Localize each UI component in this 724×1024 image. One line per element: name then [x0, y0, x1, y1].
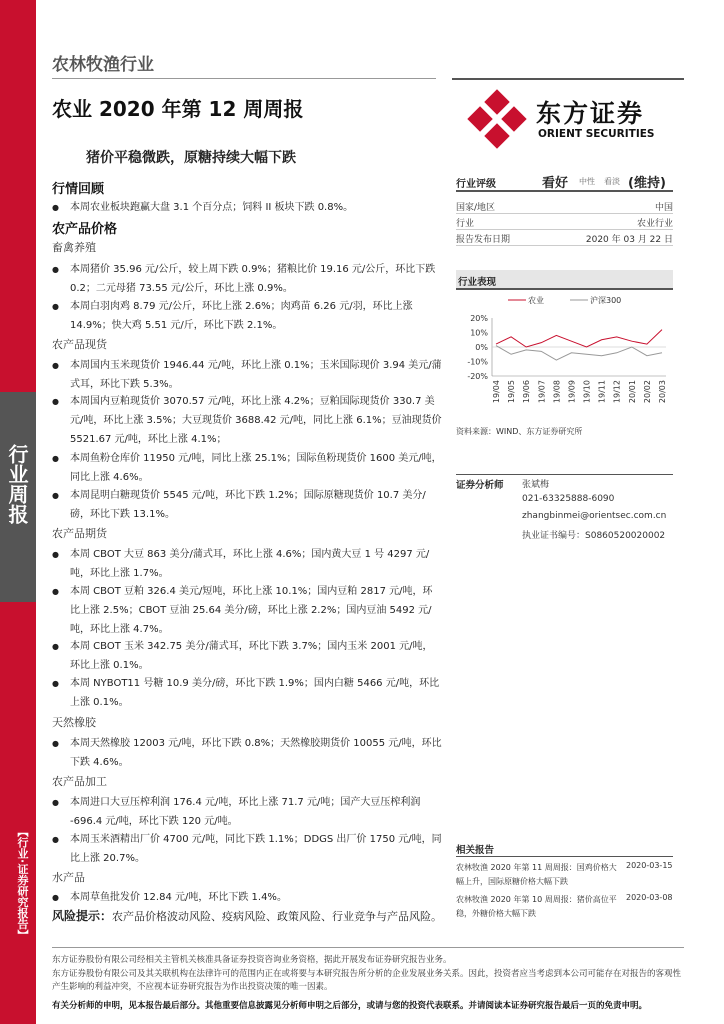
chart-title-bar [456, 270, 673, 290]
report-subtitle: 猪价平稳微跌，原糖持续大幅下跌 [86, 150, 296, 166]
x-tick-label: 19/07 [537, 380, 547, 404]
x-tick-label: 20/02 [642, 380, 652, 404]
logo-en: ORIENT SECURITIES [538, 128, 655, 140]
list-item: ● 本周 CBOT 大豆 863 美分/蒲式耳，环比上涨 4.6%；国内黄大豆 1 号 4297 元/吨，环比上涨 1.7%。 [50, 545, 442, 583]
y-tick-label: 20% [470, 314, 488, 323]
sector-label: 农林牧渔行业 [52, 55, 154, 75]
company-logo [466, 88, 528, 150]
list-item: ● 本周白羽肉鸡 8.79 元/公斤，环比上涨 2.6%；肉鸡苗 6.26 元/羽，环比上涨 14.9%；快大鸡 5.51 元/斤，环比下跌 2.1%。 [50, 297, 442, 335]
rubber-heading: 天然橡胶 [52, 716, 96, 729]
list-item: ● 本周猪价 35.96 元/公斤，较上周下跌 0.9%；猪粮比价 19.16 元/公斤，环比下跌 0.2；二元母猪 73.55 元/公斤，环比上涨 0.9%。 [50, 260, 442, 298]
info-key: 报告发布日期 [456, 235, 511, 245]
related-item-title[interactable]: 农林牧渔 2020 年第 10 周周报：猪价高位平稳，外糖价格大幅下跌 [456, 895, 617, 918]
info-key: 国家/地区 [456, 203, 496, 213]
list-item: ● 本周天然橡胶 12003 元/吨，环比下跌 0.8%；天然橡胶期货价 10055 元/吨，环比下跌 4.6%。 [50, 734, 442, 772]
analyst-label: 证券分析师 [456, 480, 504, 491]
rating-row [456, 170, 673, 192]
x-tick-label: 19/12 [612, 380, 622, 404]
analyst-email[interactable]: zhangbinmei@orientsec.com.cn [522, 511, 667, 521]
x-tick-label: 20/03 [658, 380, 667, 404]
list-item: ● 本周玉米酒精出厂价 4700 元/吨，同比下跌 1.1%；DDGS 出厂价 1750 元/吨，同比上涨 20.7%。 [50, 830, 442, 868]
list-item: ● 本周 NYBOT11 号糖 10.9 美分/磅，环比下跌 1.9%；国内白糖 5466 元/吨，环比上涨 0.1%。 [50, 674, 442, 712]
related-item-date: 2020-03-15 [626, 861, 673, 870]
price-heading: 农产品价格 [52, 222, 118, 237]
x-tick-label: 19/05 [507, 380, 517, 404]
x-tick-label: 19/06 [522, 380, 532, 404]
analyst-license: 执业证书编号：S0860520020002 [522, 531, 666, 541]
logo-mark-icon [466, 88, 528, 150]
info-row [456, 214, 673, 230]
info-value: 2020 年 03 月 22 日 [585, 235, 673, 245]
performance-chart [456, 292, 673, 432]
info-row [456, 198, 673, 214]
info-row [456, 230, 673, 246]
list-item: ● 本周农业板块跑赢大盘 3.1 个百分点；饲料 II 板块下跌 0.8%。 [50, 198, 442, 217]
side-bar-bottom [0, 602, 36, 1024]
rating-option-neutral: 中性 [579, 177, 595, 186]
list-item: ● 本周国内玉米现货价 1946.44 元/吨，环比上涨 0.1%；玉米国际现价 3.94 美元/蒲式耳，环比下跌 5.3%。 [50, 356, 442, 394]
side-tab-label: 行业周报 [5, 444, 29, 524]
rating-label: 行业评级 [456, 179, 496, 190]
side-tab-bottom-label: 【行业·证券研究报告】 [16, 826, 29, 941]
x-tick-label: 20/01 [627, 380, 637, 404]
series-line [496, 330, 662, 347]
side-tab [0, 392, 36, 602]
logo-cn: 东方证券 [536, 99, 645, 128]
legend-label: 沪深300 [590, 296, 622, 305]
y-tick-label: 10% [470, 328, 488, 338]
x-tick-label: 19/10 [582, 380, 592, 404]
info-value: 农业行业 [636, 219, 673, 229]
chart-title: 行业表现 [458, 277, 497, 288]
list-item: ● 本周进口大豆压榨利润 176.4 元/吨，环比上涨 71.7 元/吨；国产大豆压榨利润 -696.4 元/吨，环比下跌 120 元/吨。 [50, 793, 442, 831]
related-item-title[interactable]: 农林牧渔 2020 年第 11 周周报：国鸡价格大幅上升，国际原糖价格大幅下跌 [456, 863, 617, 886]
list-item: ● 本周国内豆粕现货价 3070.57 元/吨，环比上涨 4.2%；豆粕国际现货价 330.7 美元/吨，环比上涨 3.5%；大豆现货价 3688.42 元/吨，同比上涨 6.1%；豆油现货价 5521.67 元/吨，环比上涨 4.1%； [50, 392, 442, 449]
rating-option-bearish: 看淡 [604, 177, 620, 186]
spot-heading: 农产品现货 [52, 338, 107, 351]
analyst-phone: 021-63325888-6090 [522, 494, 615, 504]
x-tick-label: 19/09 [567, 380, 577, 404]
x-tick-label: 19/08 [552, 380, 562, 404]
divider [52, 947, 684, 948]
footer-line-1: 东方证券股份有限公司经相关主管机关核准具备证券投资咨询业务资格，据此开展发布证券研究报告业务。 [52, 955, 452, 965]
chart-source: 资料来源：WIND、东方证券研究所 [456, 427, 583, 436]
divider [452, 78, 684, 80]
list-item: ● 本周昆明白糖现货价 5545 元/吨，环比下跌 1.2%；国际原糖现货价 10.7 美分/磅，环比下跌 13.1%。 [50, 486, 442, 524]
legend-label: 农业 [528, 296, 544, 305]
risk-label: 风险提示： [52, 909, 113, 923]
related-title: 相关报告 [456, 845, 495, 856]
processing-heading: 农产品加工 [52, 775, 107, 788]
futures-heading: 农产品期货 [52, 527, 107, 540]
rating-status: (维持) [628, 176, 666, 191]
y-tick-label: 0% [475, 343, 488, 352]
list-item: ● 本周 CBOT 豆粕 326.4 美元/短吨，环比上涨 10.1%；国内豆粕 2817 元/吨，环比上涨 2.5%；CBOT 豆油 25.64 美分/磅，环比上涨 2.2%；国内豆油 5492 元/吨，环比上涨 4.7%。 [50, 582, 442, 639]
aquatic-heading: 水产品 [52, 871, 85, 884]
footer-line-3: 有关分析师的申明，见本报告最后部分。其他重要信息披露见分析师申明之后部分，或请与您的投资代表联系。并请阅读本证券研究报告最后一页的免责申明。 [52, 1001, 648, 1011]
x-tick-label: 19/04 [492, 380, 501, 404]
analyst-name: 张斌梅 [522, 480, 550, 490]
related-item-date: 2020-03-08 [626, 893, 673, 902]
info-key: 行业 [456, 219, 475, 229]
info-value: 中国 [654, 203, 673, 213]
report-title: 农业 2020 年第 12 周周报 [52, 97, 304, 121]
list-item: ● 本周 CBOT 玉米 342.75 美分/蒲式耳，环比下跌 3.7%；国内玉米 2001 元/吨，环比上涨 0.1%。 [50, 637, 442, 675]
series-line [496, 346, 662, 361]
x-tick-label: 19/11 [597, 380, 607, 404]
list-item: ● 本周草鱼批发价 12.84 元/吨，环比下跌 1.4%。 [50, 888, 442, 907]
risk-note [52, 907, 442, 924]
footer-line-2: 东方证券股份有限公司及其关联机构在法律许可的范围内正在或将要与本研究报告所分析的企业发展业务关系。因此，投资者应当考虑到本公司可能存在对报告的客观性产生影响的利益冲突，不应视本证券研究报告为作出投资决策的唯一因素。 [52, 969, 682, 992]
list-item: ● 本周鱼粉仓库价 11950 元/吨，同比上涨 25.1%；国际鱼粉现货价 1600 美元/吨，同比上涨 4.6%。 [50, 449, 442, 487]
y-tick-label: -10% [467, 357, 488, 367]
risk-text: 农产品价格波动风险、疫病风险、政策风险、行业竞争与产品风险。 [112, 910, 443, 923]
side-bar-top [0, 0, 36, 392]
divider [52, 78, 436, 79]
y-tick-label: -20% [467, 372, 488, 381]
rating-selected: 看好 [542, 176, 569, 191]
divider [456, 474, 673, 475]
review-heading: 行情回顾 [52, 182, 105, 197]
livestock-heading: 畜禽养殖 [52, 241, 96, 254]
divider [456, 856, 673, 857]
